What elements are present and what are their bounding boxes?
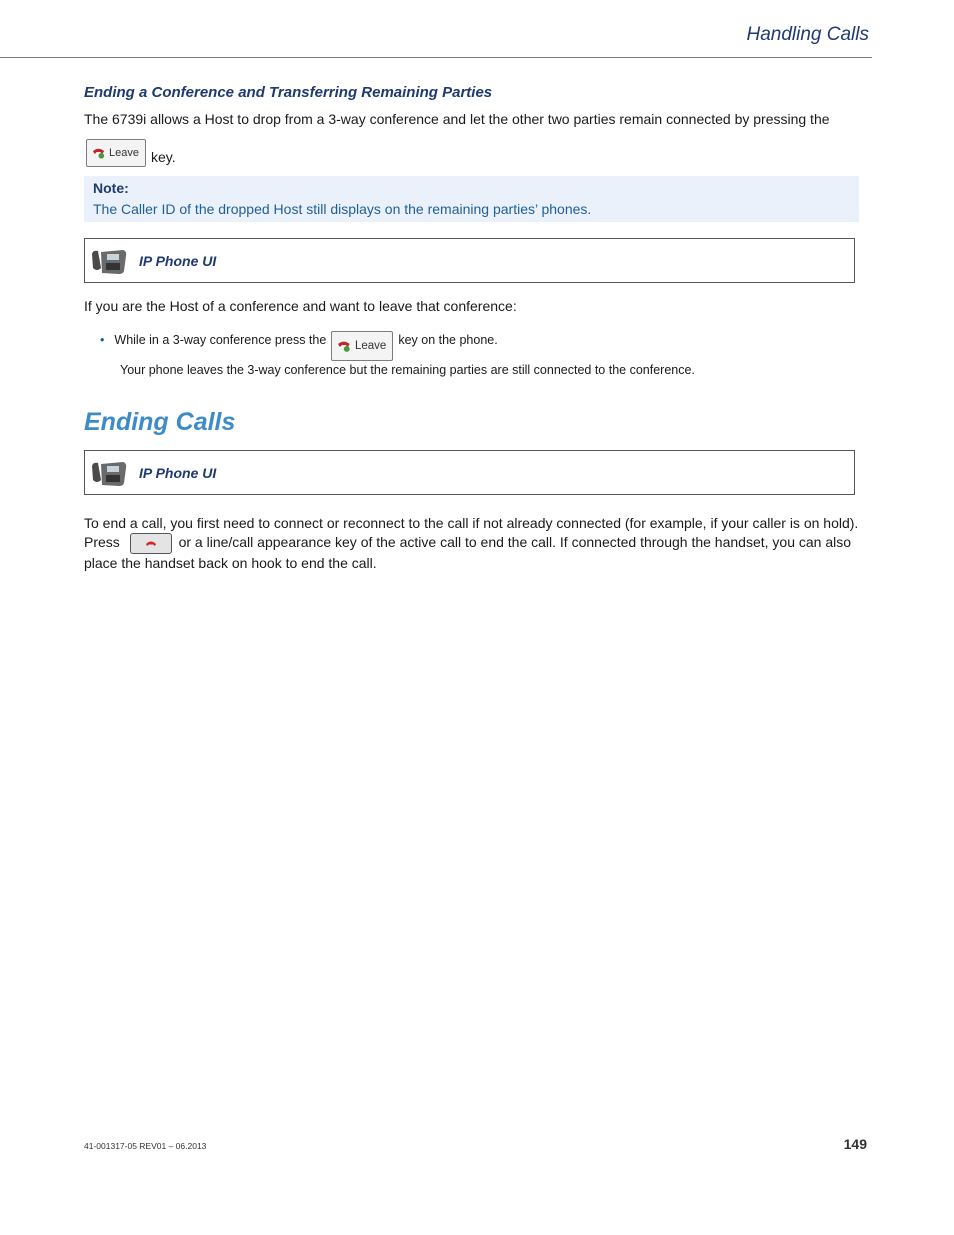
page-number: 149 bbox=[843, 1136, 867, 1152]
paragraph-line: place the handset back on hook to end the call. bbox=[84, 555, 377, 571]
footer-doc-id: 41-001317-05 REV01 – 06.2013 bbox=[84, 1141, 207, 1151]
running-header-title: Handling Calls bbox=[746, 24, 869, 45]
press-text: Press bbox=[84, 534, 120, 551]
intro-paragraph bbox=[84, 110, 874, 129]
paragraph-line bbox=[84, 533, 874, 554]
bullet-text-after: key on the phone. bbox=[398, 333, 498, 347]
ip-phone-ui-box bbox=[84, 238, 855, 283]
paragraph-text: or a line/call appearance key of the active call to end the call. If connected through the handset, you can also bbox=[178, 534, 852, 551]
ip-phone-ui-label: IP Phone UI bbox=[139, 464, 217, 481]
ending-calls-paragraph bbox=[84, 514, 874, 573]
note-title: Note: bbox=[93, 180, 129, 196]
key-suffix: key. bbox=[151, 149, 176, 165]
ip-phone-ui-label: IP Phone UI bbox=[139, 252, 217, 269]
phone-red-icon bbox=[336, 339, 352, 353]
section-heading: Ending Calls bbox=[84, 408, 236, 436]
leave-softkey-label: Leave bbox=[354, 340, 387, 352]
desk-phone-icon bbox=[89, 458, 129, 488]
phone-red-icon bbox=[91, 146, 106, 160]
leave-softkey bbox=[331, 331, 393, 361]
subsection-heading: Ending a Conference and Transferring Remaining Parties bbox=[84, 84, 493, 101]
bullet-text-before: While in a 3-way conference press the bbox=[114, 333, 327, 347]
host-intro-paragraph: If you are the Host of a conference and want to leave that conference: bbox=[84, 298, 517, 314]
paragraph-line: To end a call, you first need to connect or reconnect to the call if not already connected (for example, if your caller is on hold). bbox=[84, 515, 859, 531]
note-box bbox=[84, 176, 859, 222]
header-rule bbox=[0, 57, 872, 58]
softkey-line bbox=[86, 139, 176, 167]
leave-softkey-label: Leave bbox=[109, 147, 139, 159]
bullet-result-text: Your phone leaves the 3-way conference but the remaining parties are still connected to the conference. bbox=[120, 363, 695, 377]
bullet-item bbox=[100, 325, 498, 355]
note-text: The Caller ID of the dropped Host still displays on the remaining parties’ phones. bbox=[93, 201, 592, 217]
ip-phone-ui-box bbox=[84, 450, 855, 495]
leave-softkey bbox=[86, 139, 146, 167]
bullet-marker: • bbox=[100, 333, 105, 347]
desk-phone-icon bbox=[89, 246, 129, 276]
paragraph-text: The 6739i allows a Host to drop from a 3-way conference and let the other two parties remain connected by pressing the bbox=[84, 111, 830, 127]
goodbye-key-icon bbox=[130, 533, 172, 554]
